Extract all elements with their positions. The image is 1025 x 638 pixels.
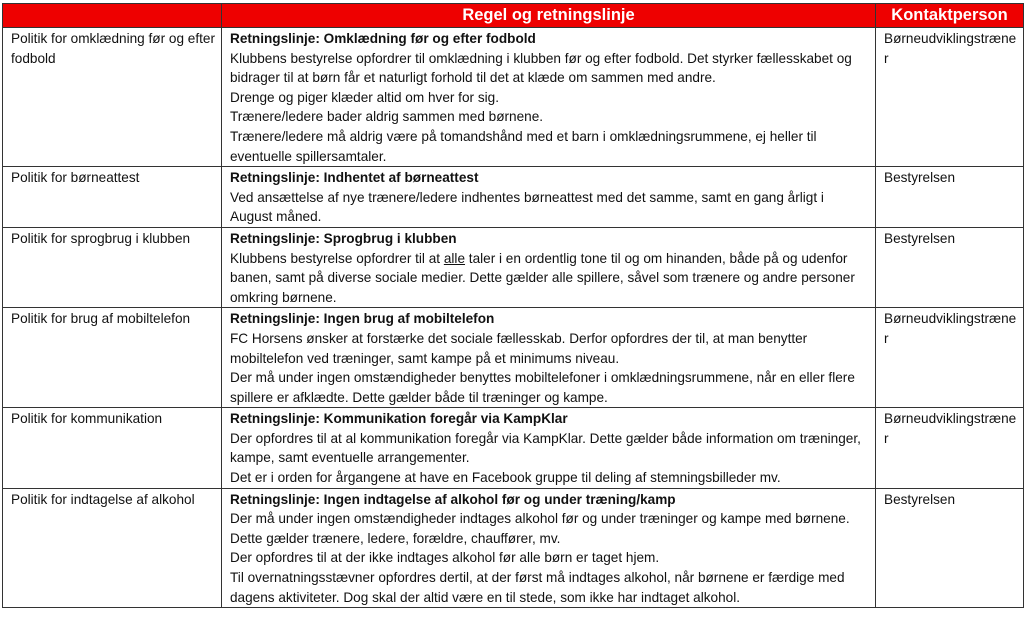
rule-line: Trænere/ledere må aldrig være på tomandshånd med et barn i omklædningsrummene, ej heller til eventuelle spillersamtaler. (230, 128, 817, 164)
rule-text: taler i en ordentlig tone til og om hinanden, både på og udenfor banen, samt på diverse sociale medier. Dette gælder alle spillere, såvel som trænere og andre personer omkring børnene. (230, 250, 855, 305)
policy-cell: Politik for børneattest (3, 167, 222, 228)
header-row (3, 4, 1024, 28)
rule-title: Retningslinje: Kommunikation foregår via KampKlar (230, 411, 568, 427)
header-rule: Regel og retningslinje (222, 4, 876, 28)
contact-cell: Bestyrelsen (876, 227, 1024, 307)
rule-line: Der opfordres til at der ikke indtages alkohol før alle børn er taget hjem. (230, 550, 660, 566)
rule-line: Drenge og piger klæder altid om hver for sig. (230, 89, 499, 105)
rule-line: Trænere/ledere bader aldrig sammen med børnene. (230, 109, 544, 125)
rule-text: Klubbens bestyrelse opfordrer til at (230, 250, 444, 266)
rule-cell (222, 408, 876, 488)
rule-underlined-word: alle (443, 250, 466, 266)
rule-line: Til overnatningsstævner opfordres dertil, at der først må indtages alkohol, når børnene er færdige med dagens aktiviteter. Dog skal der altid være en til stede, som ikke har indtaget alkohol. (230, 570, 845, 605)
table-row (3, 227, 1024, 307)
rule-line: FC Horsens ønsker at forstærke det sociale fællesskab. Derfor opfordres der til, at man benytter mobiltelefon ved træninger, samt kampe på et minimums niveau. (230, 330, 808, 366)
rule-cell (222, 308, 876, 408)
rule-cell (222, 167, 876, 228)
rule-title: Retningslinje: Indhentet af børneattest (230, 170, 479, 186)
rule-line: Der opfordres til at al kommunikation foregår via KampKlar. Dette gælder både information om træninger, kampe, samt eventuelle arrangementer. (230, 430, 861, 466)
rule-line (230, 249, 869, 308)
table-row (3, 28, 1024, 167)
table-row (3, 308, 1024, 408)
contact-cell: Børneudviklingstræner (876, 408, 1024, 488)
policy-cell: Politik for kommunikation (3, 408, 222, 488)
rule-line: Der må under ingen omstændigheder benyttes mobiltelefoner i omklædningsrummene, når en eller flere spillere er afklædte. Dette gælder både til træninger og kampe. (230, 370, 855, 405)
contact-cell: Børneudviklingstræner (876, 308, 1024, 408)
policy-cell: Politik for brug af mobiltelefon (3, 308, 222, 408)
table-row (3, 488, 1024, 608)
rule-line: Det er i orden for årgangene at have en Facebook gruppe til deling af stemningsbilleder mv. (230, 470, 781, 486)
policy-cell: Politik for indtagelse af alkohol (3, 488, 222, 608)
table-row (3, 167, 1024, 228)
table-row (3, 408, 1024, 488)
contact-cell: Bestyrelsen (876, 488, 1024, 608)
rule-line: Klubbens bestyrelse opfordrer til omklædning i klubben før og efter fodbold. Det styrker fællesskabet og bidrager til at børn får et naturligt forhold til det at klæde om sammen med andre. (230, 50, 852, 86)
rule-title: Retningslinje: Sprogbrug i klubben (230, 230, 457, 246)
policy-table (2, 3, 1024, 608)
policy-cell: Politik for omklædning før og efter fodbold (3, 28, 222, 167)
header-contact: Kontaktperson (876, 4, 1024, 28)
contact-cell: Bestyrelsen (876, 167, 1024, 228)
rule-line: Ved ansættelse af nye trænere/ledere indhentes børneattest med det samme, samt en gang årligt i August måned. (230, 189, 824, 225)
rule-cell (222, 227, 876, 307)
rule-line: Der må under ingen omstændigheder indtages alkohol før og under træninger og kampe med børnene. Dette gælder trænere, ledere, forældre, chauffører, mv. (230, 511, 850, 546)
rule-cell (222, 488, 876, 608)
policy-cell: Politik for sprogbrug i klubben (3, 227, 222, 307)
rule-cell (222, 28, 876, 167)
rule-title: Retningslinje: Omklædning før og efter fodbold (230, 31, 536, 46)
contact-cell: Børneudviklingstræner (876, 28, 1024, 167)
header-policy (3, 4, 222, 28)
rule-title: Retningslinje: Ingen indtagelse af alkohol før og under træning/kamp (230, 491, 676, 507)
rule-title: Retningslinje: Ingen brug af mobiltelefon (230, 311, 495, 327)
